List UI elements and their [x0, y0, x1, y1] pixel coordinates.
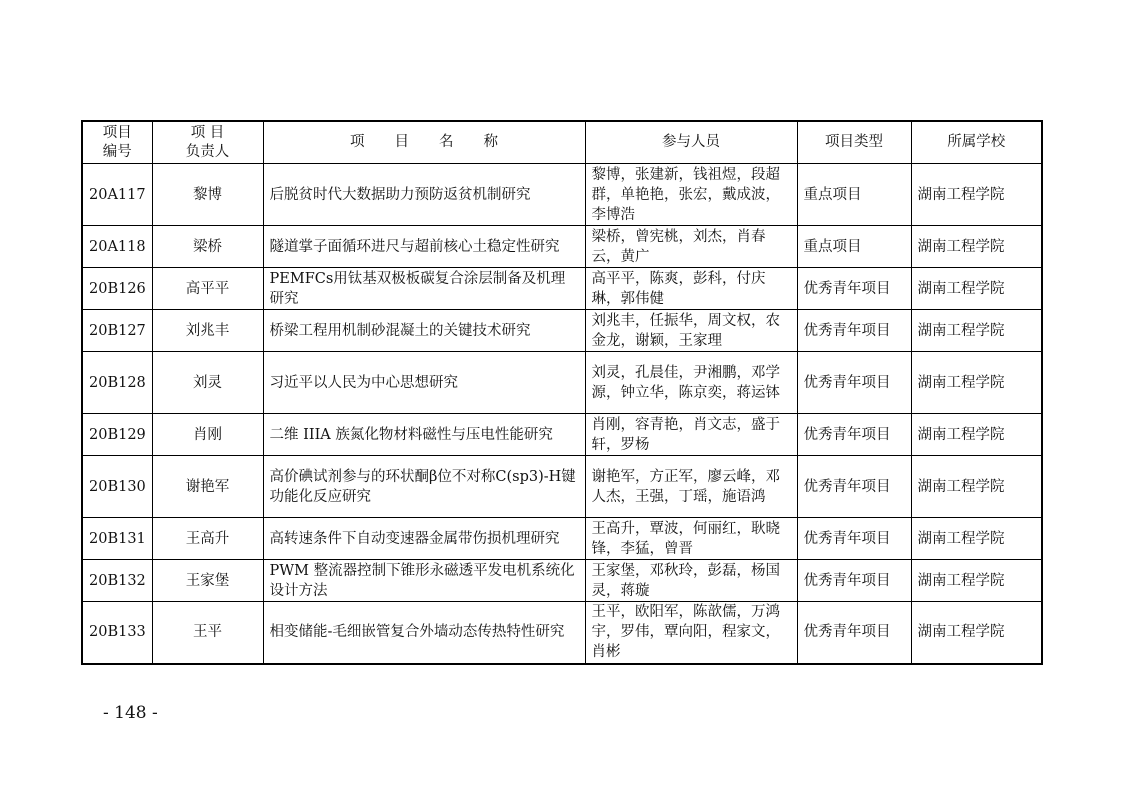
cell-name: 习近平以人民为中心思想研究: [263, 352, 585, 414]
cell-name: 后脱贫时代大数据助力预防返贫机制研究: [263, 164, 585, 226]
cell-name: PWM 整流器控制下锥形永磁透平发电机系统化设计方法: [263, 560, 585, 602]
table-row: [82, 414, 1042, 456]
cell-id: 20A118: [82, 226, 152, 268]
cell-school: 湖南工程学院: [911, 268, 1042, 310]
cell-members: 王平，欧阳军，陈歆儒，万鸿宇，罗伟，覃向阳，程家文，肖彬: [585, 602, 797, 664]
cell-leader: 王平: [152, 602, 263, 664]
cell-leader: 肖刚: [152, 414, 263, 456]
table-row: [82, 310, 1042, 352]
cell-id: 20B128: [82, 352, 152, 414]
cell-members: 刘灵，孔晨佳，尹湘鹏，邓学源，钟立华，陈京奕，蒋运钵: [585, 352, 797, 414]
cell-school: 湖南工程学院: [911, 310, 1042, 352]
cell-name: 高转速条件下自动变速器金属带伤损机理研究: [263, 518, 585, 560]
cell-leader: 王家堡: [152, 560, 263, 602]
cell-members: 黎博，张建新，钱祖煜，段超群，单艳艳，张宏，戴成波，李博浩: [585, 164, 797, 226]
cell-school: 湖南工程学院: [911, 560, 1042, 602]
cell-type: 优秀青年项目: [797, 268, 911, 310]
cell-leader: 王高升: [152, 518, 263, 560]
cell-leader: 高平平: [152, 268, 263, 310]
cell-members: 谢艳军，方正军，廖云峰，邓人杰，王强，丁瑶，施语鸿: [585, 456, 797, 518]
cell-members: 王高升，覃波，何丽红，耿晓锋，李猛，曾晋: [585, 518, 797, 560]
cell-name: 二维 IIIA 族氮化物材料磁性与压电性能研究: [263, 414, 585, 456]
cell-leader: 刘灵: [152, 352, 263, 414]
cell-school: 湖南工程学院: [911, 456, 1042, 518]
cell-members: 刘兆丰，任振华，周文权，农金龙，谢颖，王家理: [585, 310, 797, 352]
cell-id: 20B130: [82, 456, 152, 518]
cell-id: 20B129: [82, 414, 152, 456]
cell-members: 王家堡，邓秋玲，彭磊，杨国灵，蒋璇: [585, 560, 797, 602]
cell-id: 20B133: [82, 602, 152, 664]
header-leader: 项 目 负责人: [152, 121, 263, 164]
cell-school: 湖南工程学院: [911, 164, 1042, 226]
table-row: [82, 268, 1042, 310]
cell-name: PEMFCs用钛基双极板碳复合涂层制备及机理研究: [263, 268, 585, 310]
cell-school: 湖南工程学院: [911, 352, 1042, 414]
cell-school: 湖南工程学院: [911, 602, 1042, 664]
cell-id: 20B132: [82, 560, 152, 602]
cell-leader: 谢艳军: [152, 456, 263, 518]
cell-name: 隧道掌子面循环进尺与超前核心土稳定性研究: [263, 226, 585, 268]
cell-name: 高价碘试剂参与的环状酮β位不对称C(sp3)-H键功能化反应研究: [263, 456, 585, 518]
header-name: 项目名称: [263, 121, 585, 164]
cell-name: 相变储能-毛细嵌管复合外墙动态传热特性研究: [263, 602, 585, 664]
cell-school: 湖南工程学院: [911, 518, 1042, 560]
header-id: 项目 编号: [82, 121, 152, 164]
table-row: [82, 560, 1042, 602]
cell-leader: 黎博: [152, 164, 263, 226]
page-number: - 148 -: [103, 703, 158, 723]
cell-type: 优秀青年项目: [797, 310, 911, 352]
project-table: [81, 120, 1043, 665]
table-row: [82, 602, 1042, 664]
cell-members: 高平平，陈爽，彭科，付庆琳，郭伟健: [585, 268, 797, 310]
table-row: [82, 352, 1042, 414]
cell-type: 重点项目: [797, 164, 911, 226]
cell-id: 20B131: [82, 518, 152, 560]
cell-id: 20B126: [82, 268, 152, 310]
cell-school: 湖南工程学院: [911, 226, 1042, 268]
cell-id: 20B127: [82, 310, 152, 352]
table-row: [82, 226, 1042, 268]
table-row: [82, 518, 1042, 560]
table-header-row: [82, 121, 1042, 164]
table-row: [82, 164, 1042, 226]
cell-leader: 刘兆丰: [152, 310, 263, 352]
cell-name: 桥梁工程用机制砂混凝土的关键技术研究: [263, 310, 585, 352]
cell-members: 肖刚，容青艳，肖文志，盛于轩，罗杨: [585, 414, 797, 456]
cell-type: 优秀青年项目: [797, 602, 911, 664]
cell-school: 湖南工程学院: [911, 414, 1042, 456]
cell-type: 优秀青年项目: [797, 518, 911, 560]
cell-type: 重点项目: [797, 226, 911, 268]
cell-type: 优秀青年项目: [797, 560, 911, 602]
header-type: 项目类型: [797, 121, 911, 164]
header-members: 参与人员: [585, 121, 797, 164]
table-row: [82, 456, 1042, 518]
cell-members: 梁桥，曾宪桃，刘杰，肖春云，黄广: [585, 226, 797, 268]
cell-leader: 梁桥: [152, 226, 263, 268]
cell-type: 优秀青年项目: [797, 414, 911, 456]
cell-type: 优秀青年项目: [797, 456, 911, 518]
cell-id: 20A117: [82, 164, 152, 226]
header-school: 所属学校: [911, 121, 1042, 164]
cell-type: 优秀青年项目: [797, 352, 911, 414]
